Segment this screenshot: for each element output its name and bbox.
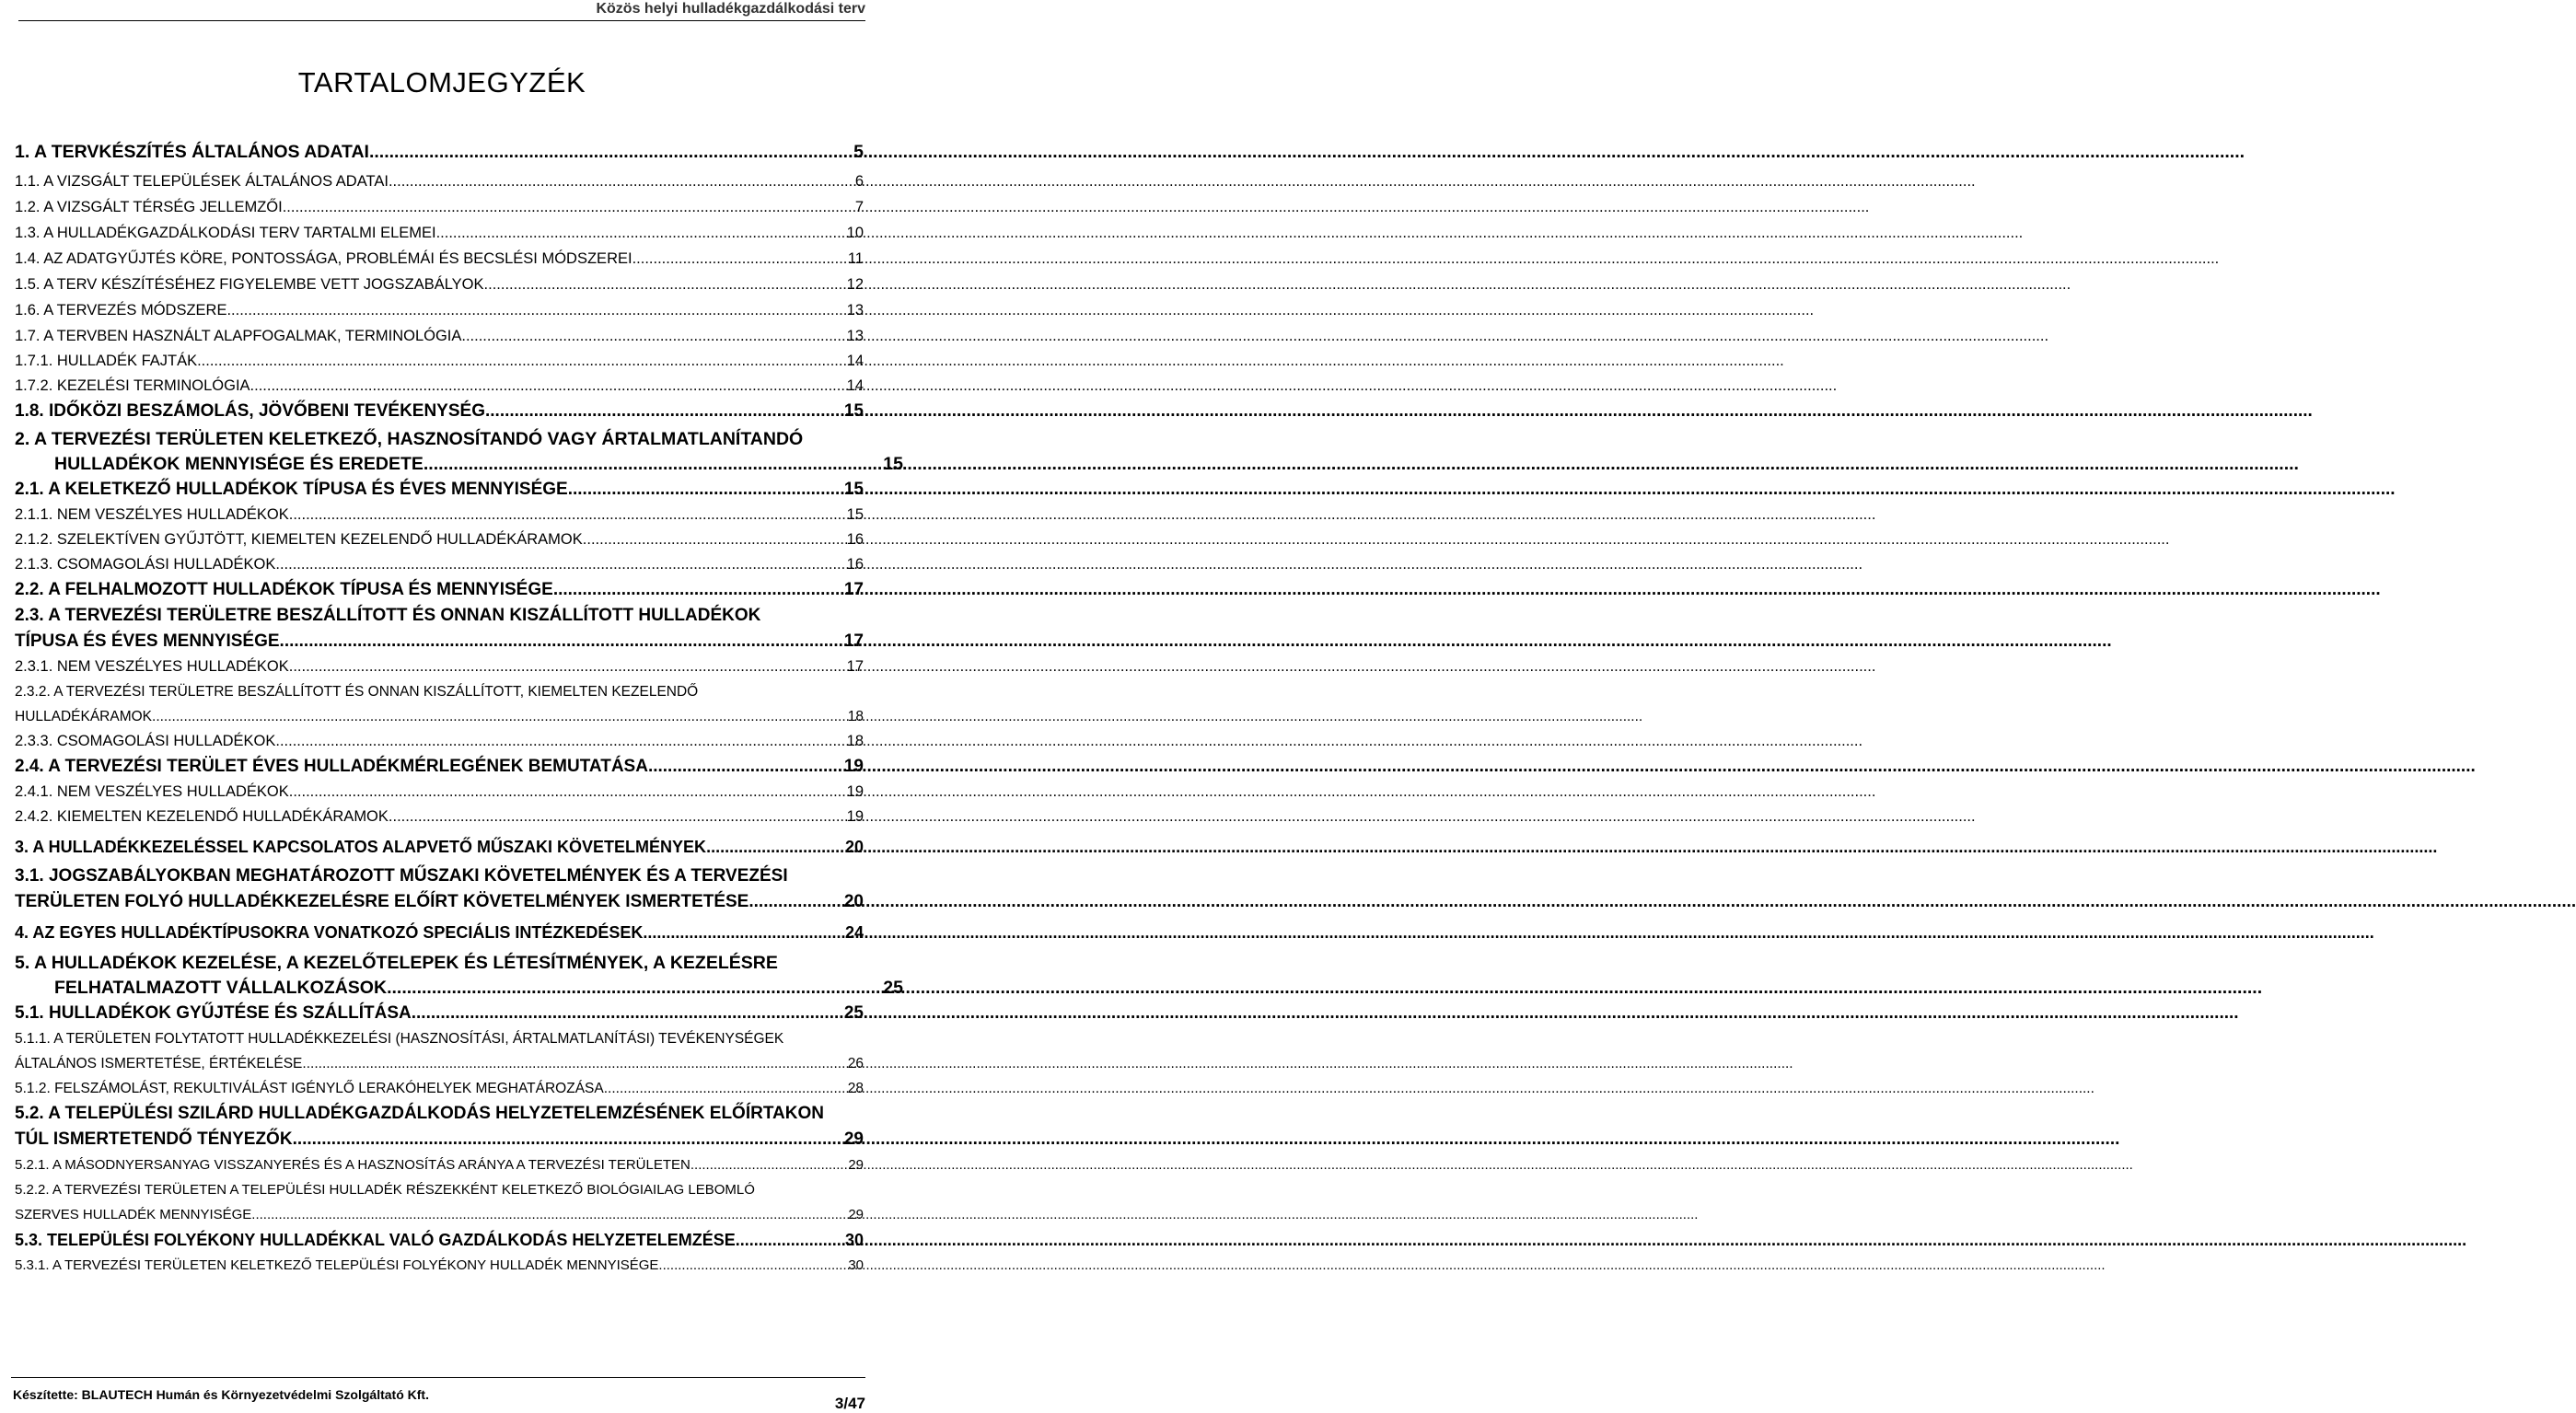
toc-label-line2: SZERVES HULLADÉK MENNYISÉGE. — [15, 1207, 256, 1222]
toc-page: 29 — [848, 1157, 864, 1173]
toc-label: 1.7.1. HULLADÉK FAJTÁK — [15, 353, 198, 369]
toc-page: 13 — [846, 302, 864, 319]
toc-entry-1-6[interactable] — [15, 297, 864, 323]
toc-page: 25 — [843, 1003, 864, 1023]
toc-label-line2: FELHATALMAZOTT VÁLLALKOZÁSOK — [54, 978, 388, 998]
toc-label: 1. A TERVKÉSZÍTÉS ÁLTALÁNOS ADATAI — [15, 142, 369, 162]
toc-page: 15 — [843, 401, 864, 421]
toc-page: 17 — [843, 580, 864, 599]
toc-page: 19 — [846, 783, 864, 800]
toc-label: 1.5. A TERV KÉSZÍTÉSÉHEZ FIGYELEMBE VETT JOGSZABÁLYOK — [15, 276, 484, 293]
toc-page: 26 — [847, 1056, 864, 1071]
toc-label: 1.3. A HULLADÉKGAZDÁLKODÁSI TERV TARTALMI ELEMEI — [15, 225, 436, 241]
toc-entry-5-2[interactable] — [15, 1101, 864, 1152]
page-number: 3/47 — [834, 1395, 865, 1412]
footer-author: Készítette: BLAUTECH Humán és Környezetvédelmi Szolgáltató Kft. — [13, 1387, 429, 1402]
toc-page: 16 — [846, 531, 864, 548]
header-text: Közös helyi hulladékgazdálkodási terv — [596, 1, 865, 17]
toc-entry-5[interactable] — [15, 951, 903, 1001]
toc-entry-2[interactable] — [15, 427, 903, 477]
toc-entry-3[interactable] — [15, 835, 864, 860]
toc-entry-1-7-2[interactable] — [15, 374, 864, 399]
toc-page: 25 — [883, 978, 903, 998]
toc-entry-5-2-1[interactable] — [15, 1152, 864, 1177]
toc-entry-2-1-3[interactable] — [15, 552, 864, 577]
toc-page: 28 — [847, 1081, 864, 1096]
toc-label: 1.2. A VIZSGÁLT TÉRSÉG JELLEMZŐI — [15, 199, 283, 215]
table-of-contents — [15, 140, 903, 1278]
toc-label-line1: 3.1. JOGSZABÁLYOKBAN MEGHATÁROZOTT MŰSZAKI KÖVETELMÉNYEK ÉS A TERVEZÉSI — [15, 866, 788, 886]
toc-page: 12 — [846, 276, 864, 293]
toc-entry-1-7-1[interactable] — [15, 349, 864, 374]
toc-entry-5-3[interactable] — [15, 1227, 864, 1253]
toc-page: 6 — [854, 173, 864, 190]
toc-label: 1.4. AZ ADATGYŰJTÉS KÖRE, PONTOSSÁGA, PROBLÉMÁI ÉS BECSLÉSI MÓDSZEREI — [15, 250, 632, 267]
running-header — [18, 0, 865, 21]
toc-page: 24 — [844, 923, 864, 942]
toc-label: 2.4.1. NEM VESZÉLYES HULLADÉKOK — [15, 783, 289, 800]
toc-label: 5.1.2. FELSZÁMOLÁST, REKULTIVÁLÁST IGÉNYLŐ LERAKÓHELYEK MEGHATÁROZÁSA — [15, 1081, 604, 1096]
toc-label-line1: 2.3.2. A TERVEZÉSI TERÜLETRE BESZÁLLÍTOTT ÉS ONNAN KISZÁLLÍTOTT, KIEMELTEN KEZELENDŐ — [15, 684, 699, 700]
toc-label-line1: 2.3. A TERVEZÉSI TERÜLETRE BESZÁLLÍTOTT ÉS ONNAN KISZÁLLÍTOTT HULLADÉKOK — [15, 606, 761, 625]
toc-entry-1-5[interactable] — [15, 272, 864, 297]
toc-page: 20 — [844, 838, 864, 856]
toc-label: 2.3.1. NEM VESZÉLYES HULLADÉKOK — [15, 658, 289, 675]
toc-page: 14 — [846, 353, 864, 369]
toc-label-line2: HULLADÉKÁRAMOK — [15, 709, 153, 724]
toc-entry-5-3-1[interactable] — [15, 1253, 864, 1278]
toc-entry-2-1[interactable] — [15, 477, 864, 503]
toc-page: 16 — [846, 556, 864, 573]
toc-entry-5-1-1[interactable] — [15, 1026, 864, 1076]
toc-entry-3-1[interactable] — [15, 863, 864, 915]
toc-label: 2.4. A TERVEZÉSI TERÜLET ÉVES HULLADÉKMÉRLEGÉNEK BEMUTATÁSA — [15, 757, 648, 776]
page-footer — [11, 1377, 865, 1412]
toc-label-line2: HULLADÉKOK MENNYISÉGE ÉS EREDETE — [54, 454, 424, 474]
toc-entry-5-2-2[interactable] — [15, 1177, 864, 1227]
toc-label: 4. AZ EGYES HULLADÉKTÍPUSOKRA VONATKOZÓ SPECIÁLIS INTÉZKEDÉSEK — [15, 923, 644, 942]
toc-label: 2.3.3. CSOMAGOLÁSI HULLADÉKOK — [15, 733, 276, 749]
toc-page: 15 — [883, 454, 903, 474]
toc-page: 19 — [843, 757, 864, 776]
toc-page: 13 — [846, 328, 864, 344]
toc-label-line1: 5. A HULLADÉKOK KEZELÉSE, A KEZELŐTELEPEK ÉS LÉTESÍTMÉNYEK, A KEZELÉSRE — [15, 953, 778, 973]
toc-label-line1: 2. A TERVEZÉSI TERÜLETEN KELETKEZŐ, HASZNOSÍTANDÓ VAGY ÁRTALMATLANÍTANDÓ — [15, 429, 804, 449]
toc-page: 30 — [844, 1231, 864, 1249]
toc-entry-2-3-3[interactable] — [15, 729, 864, 754]
toc-label-line1: 5.1.1. A TERÜLETEN FOLYTATOTT HULLADÉKKEZELÉSI (HASZNOSÍTÁSI, ÁRTALMATLANÍTÁSI) TEVÉKENYSÉGEK — [15, 1031, 784, 1047]
toc-entry-1-1[interactable] — [15, 168, 864, 194]
toc-entry-5-1-2[interactable] — [15, 1076, 864, 1101]
toc-page: 5 — [853, 142, 864, 162]
toc-entry-1-4[interactable] — [15, 246, 864, 272]
toc-page: 18 — [846, 733, 864, 749]
toc-label: 1.7. A TERVBEN HASZNÁLT ALAPFOGALMAK, TERMINOLÓGIA — [15, 328, 462, 344]
toc-page: 20 — [843, 892, 864, 911]
toc-page: 17 — [846, 658, 864, 675]
toc-label: 1.6. A TERVEZÉS MÓDSZERE — [15, 302, 227, 319]
toc-entry-2-3-1[interactable] — [15, 654, 864, 679]
toc-entry-1[interactable] — [15, 140, 864, 165]
toc-page: 10 — [846, 225, 864, 241]
toc-page: 30 — [848, 1257, 864, 1273]
toc-label: 2.1.1. NEM VESZÉLYES HULLADÉKOK — [15, 506, 289, 523]
toc-entry-2-3-2[interactable] — [15, 679, 864, 729]
toc-page: 17 — [843, 631, 864, 651]
toc-entry-2-4-2[interactable] — [15, 805, 864, 829]
toc-page: 29 — [843, 1129, 864, 1149]
toc-label: 1.1. A VIZSGÁLT TELEPÜLÉSEK ÁLTALÁNOS ADATAI — [15, 173, 389, 190]
toc-label: 5.3. TELEPÜLÉSI FOLYÉKONY HULLADÉKKAL VALÓ GAZDÁLKODÁS HELYZETELEMZÉSE — [15, 1231, 736, 1249]
toc-label: 2.1. A KELETKEZŐ HULLADÉKOK TÍPUSA ÉS ÉVES MENNYISÉGE — [15, 480, 568, 499]
toc-label: 2.1.2. SZELEKTÍVEN GYŰJTÖTT, KIEMELTEN KEZELENDŐ HULLADÉKÁRAMOK — [15, 531, 583, 548]
toc-page: 14 — [846, 377, 864, 394]
toc-label: 5.3.1. A TERVEZÉSI TERÜLETEN KELETKEZŐ TELEPÜLÉSI FOLYÉKONY HULLADÉK MENNYISÉGE. — [15, 1257, 663, 1273]
toc-page: 11 — [847, 250, 864, 267]
toc-label-line2: TERÜLETEN FOLYÓ HULLADÉKKEZELÉSRE ELŐÍRT KÖVETELMÉNYEK ISMERTETÉSE — [15, 892, 749, 911]
toc-label: 1.8. IDŐKÖZI BESZÁMOLÁS, JÖVŐBENI TEVÉKENYSÉG — [15, 401, 485, 421]
toc-page: 15 — [846, 506, 864, 523]
toc-entry-4[interactable] — [15, 921, 864, 945]
toc-entry-1-3[interactable] — [15, 220, 864, 246]
toc-page: 19 — [846, 808, 864, 825]
toc-page: 29 — [848, 1207, 864, 1222]
toc-entry-1-8[interactable] — [15, 399, 864, 424]
toc-label: 5.2.1. A MÁSODNYERSANYAG VISSZANYERÉS ÉS A HASZNOSÍTÁS ARÁNYA A TERVEZÉSI TERÜLETEN — [15, 1157, 690, 1173]
toc-label: 1.7.2. KEZELÉSI TERMINOLÓGIA — [15, 377, 250, 394]
toc-entry-2-4[interactable] — [15, 754, 864, 780]
toc-label-line1: 5.2.2. A TERVEZÉSI TERÜLETEN A TELEPÜLÉSI HULLADÉK RÉSZEKKÉNT KELETKEZŐ BIOLÓGIAILAG LEBOMLÓ — [15, 1182, 755, 1198]
toc-label: 2.4.2. KIEMELTEN KEZELENDŐ HULLADÉKÁRAMOK — [15, 808, 389, 825]
toc-label-line2: TÍPUSA ÉS ÉVES MENNYISÉGE. — [15, 631, 284, 651]
toc-label: 5.1. HULLADÉKOK GYŰJTÉSE ÉS SZÁLLÍTÁSA — [15, 1003, 412, 1023]
toc-entry-2-2[interactable] — [15, 577, 864, 603]
toc-entry-1-2[interactable] — [15, 194, 864, 220]
toc-label: 3. A HULLADÉKKEZELÉSSEL KAPCSOLATOS ALAPVETŐ MŰSZAKI KÖVETELMÉNYEK — [15, 838, 707, 856]
toc-entry-5-1[interactable] — [15, 1001, 864, 1026]
toc-label-line1: 5.2. A TELEPÜLÉSI SZILÁRD HULLADÉKGAZDÁLKODÁS HELYZETELEMZÉSÉNEK ELŐÍRTAKON — [15, 1104, 824, 1123]
toc-entry-1-7[interactable] — [15, 323, 864, 349]
toc-label-line2: ÁLTALÁNOS ISMERTETÉSE, ÉRTÉKELÉSE — [15, 1056, 303, 1071]
toc-page: 7 — [854, 199, 864, 215]
page-title: TARTALOMJEGYZÉK — [297, 66, 586, 98]
toc-label: 2.2. A FELHALMOZOTT HULLADÉKOK TÍPUSA ÉS MENNYISÉGE — [15, 580, 553, 599]
toc-entry-2-1-2[interactable] — [15, 527, 864, 552]
toc-entry-2-3[interactable] — [15, 603, 864, 654]
toc-entry-2-1-1[interactable] — [15, 503, 864, 527]
toc-page: 18 — [847, 709, 864, 724]
toc-entry-2-4-1[interactable] — [15, 780, 864, 805]
toc-page: 15 — [843, 480, 864, 499]
toc-label: 2.1.3. CSOMAGOLÁSI HULLADÉKOK — [15, 556, 276, 573]
toc-label-line2: TÚL ISMERTETENDŐ TÉNYEZŐK — [15, 1129, 293, 1149]
